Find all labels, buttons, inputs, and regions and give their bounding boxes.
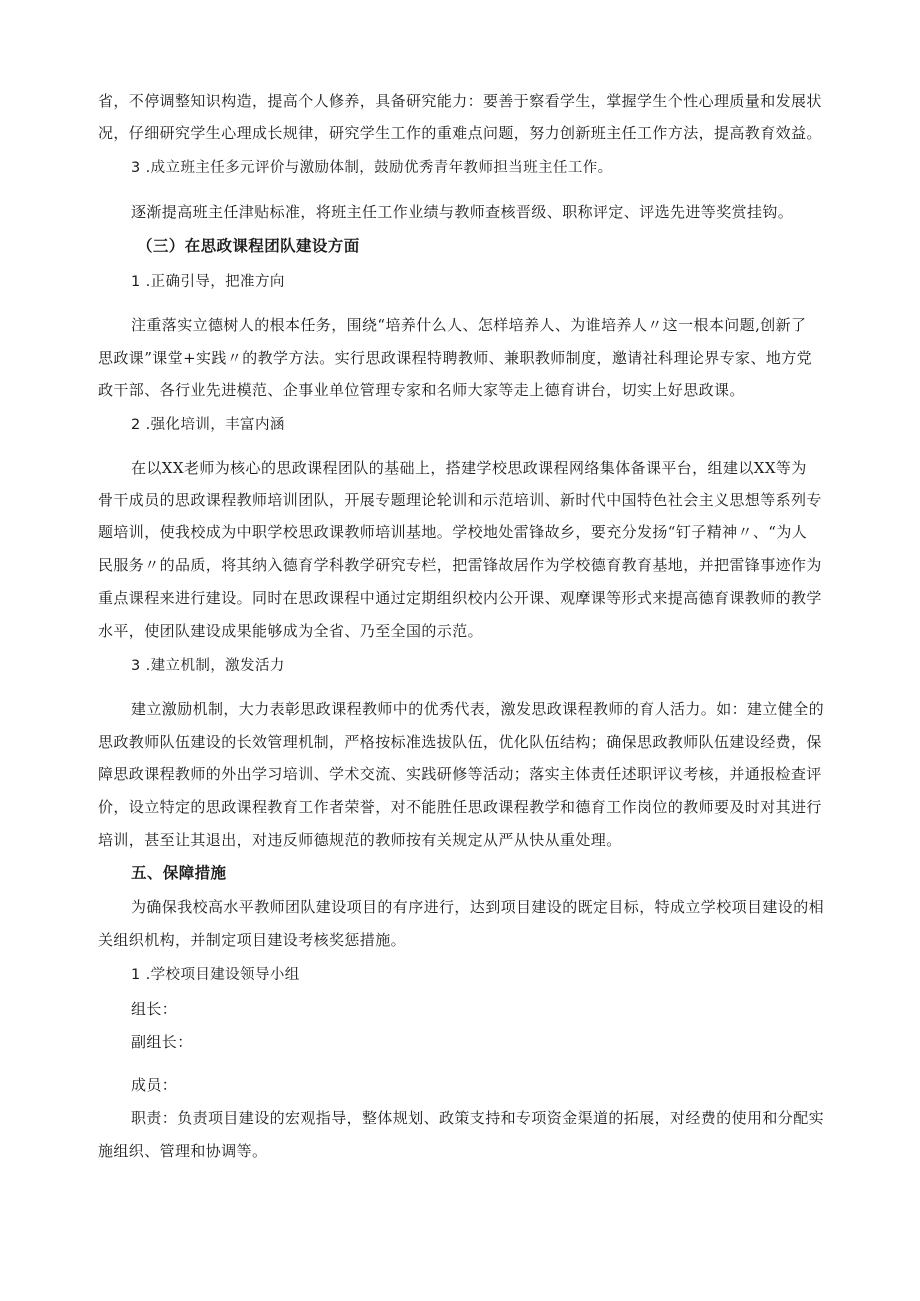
- para-3-line-1: 建立激励机制，大力表彰思政课程教师中的优秀代表，激发思政课程教师的育人活力。如：建立健全的: [131, 700, 825, 718]
- item-1-title: 1 .正确引导，把准方向: [131, 274, 285, 290]
- item-2-title: 2 .强化培训，丰富内涵: [131, 417, 285, 433]
- para-continuation-line-1: 省，不停调整知识构造，提高个人修养，具备研究能力：要善于察看学生，掌握学生个性心理质量和发展状: [98, 92, 822, 110]
- para-2-line-4: 民服务〃的品质，将其纳入德育学科教学研究专栏，把雷锋故居作为学校德育教育基地，并把雷锋事迹作为: [98, 556, 822, 574]
- section-heading-3: （三）在思政课程团队建设方面: [137, 237, 360, 255]
- para-3-line-2: 思政教师队伍建设的长效管理机制，严格按标准选拔队伍，优化队伍结构；确保思政教师队伍建设经费，保: [98, 733, 822, 751]
- para-1-line-3: 政干部、各行业先进模范、企事业单位管理专家和名师大家等走上德育讲台，切实上好思政课。: [98, 381, 745, 399]
- para-4-line-1: 为确保我校高水平教师团队建设项目的有序进行，达到项目建设的既定目标，特成立学校项目建设的相: [131, 898, 825, 916]
- para-2-line-1: 在以XX老师为核心的思政课程团队的基础上，搭建学校思政课程网络集体备课平台，组建以XX等为: [131, 459, 807, 477]
- item-3-text: 逐渐提高班主任津贴标准，将班主任工作业绩与教师查核晋级、职称评定、评选先进等奖赏挂钩。: [131, 203, 794, 221]
- para-4-line-2: 关组织机构，并制定项目建设考核奖惩措施。: [98, 931, 407, 949]
- para-3-line-3: 障思政课程教师的外出学习培训、学术交流、实践研修等活动；落实主体责任述职评议考核，并通报检查评: [98, 765, 822, 783]
- item-3b-title: 3 .建立机制，激发活力: [131, 658, 285, 674]
- para-3-line-4: 价，设立特定的思政课程教育工作者荣誉，对不能胜任思政课程教学和德育工作岗位的教师要及时对其进行: [98, 798, 822, 816]
- para-2-line-3: 题培训，使我校成为中职学校思政课教师培训基地。学校地处雷锋故乡，要充分发扬“钉子精神〃、“为人: [98, 523, 808, 541]
- item-1b-title: 1 .学校项目建设领导小组: [131, 967, 300, 983]
- field-members: 成员：: [131, 1076, 178, 1094]
- para-1-line-2: 思政课”课堂+实践〃的教学方法。实行思政课程特聘教师、兼职教师制度，邀请社科理论界专家、地方党: [98, 349, 813, 367]
- field-deputy-leader: 副组长：: [131, 1033, 193, 1051]
- para-2-line-2: 骨干成员的思政课程教师培训团队，开展专题理论轮训和示范培训、新时代中国特色社会主义思想等系列专: [98, 491, 822, 509]
- para-duty-line-2: 施组织、管理和协调等。: [98, 1142, 268, 1160]
- para-2-line-5: 重点课程来进行建设。同时在思政课程中通过定期组织校内公开课、观摩课等形式来提高德育课教师的教学: [98, 589, 822, 607]
- field-group-leader: 组长：: [131, 1000, 178, 1018]
- para-continuation-line-2: 况，仔细研究学生心理成长规律，研究学生工作的重难点问题，努力创新班主任工作方法，提高教育效益。: [98, 124, 822, 142]
- para-1-line-1: 注重落实立德树人的根本任务，围绕“培养什么人、怎样培养人、为谁培养人〃这一根本问题,创新了: [131, 316, 807, 334]
- para-duty-line-1: 职责：负责项目建设的宏观指导，整体规划、政策支持和专项资金渠道的拓展，对经费的使用和分配实: [131, 1109, 825, 1127]
- section-heading-5: 五、保障措施: [131, 864, 227, 882]
- para-3-line-5: 培训，甚至让其退出，对违反师德规范的教师按有关规定从严从快从重处理。: [98, 831, 622, 849]
- para-2-line-6: 水平，使团队建设成果能够成为全省、乃至全国的示范。: [98, 622, 484, 640]
- item-3-title: 3 .成立班主任多元评价与激励体制，鼓励优秀青年教师担当班主任工作。: [131, 160, 613, 176]
